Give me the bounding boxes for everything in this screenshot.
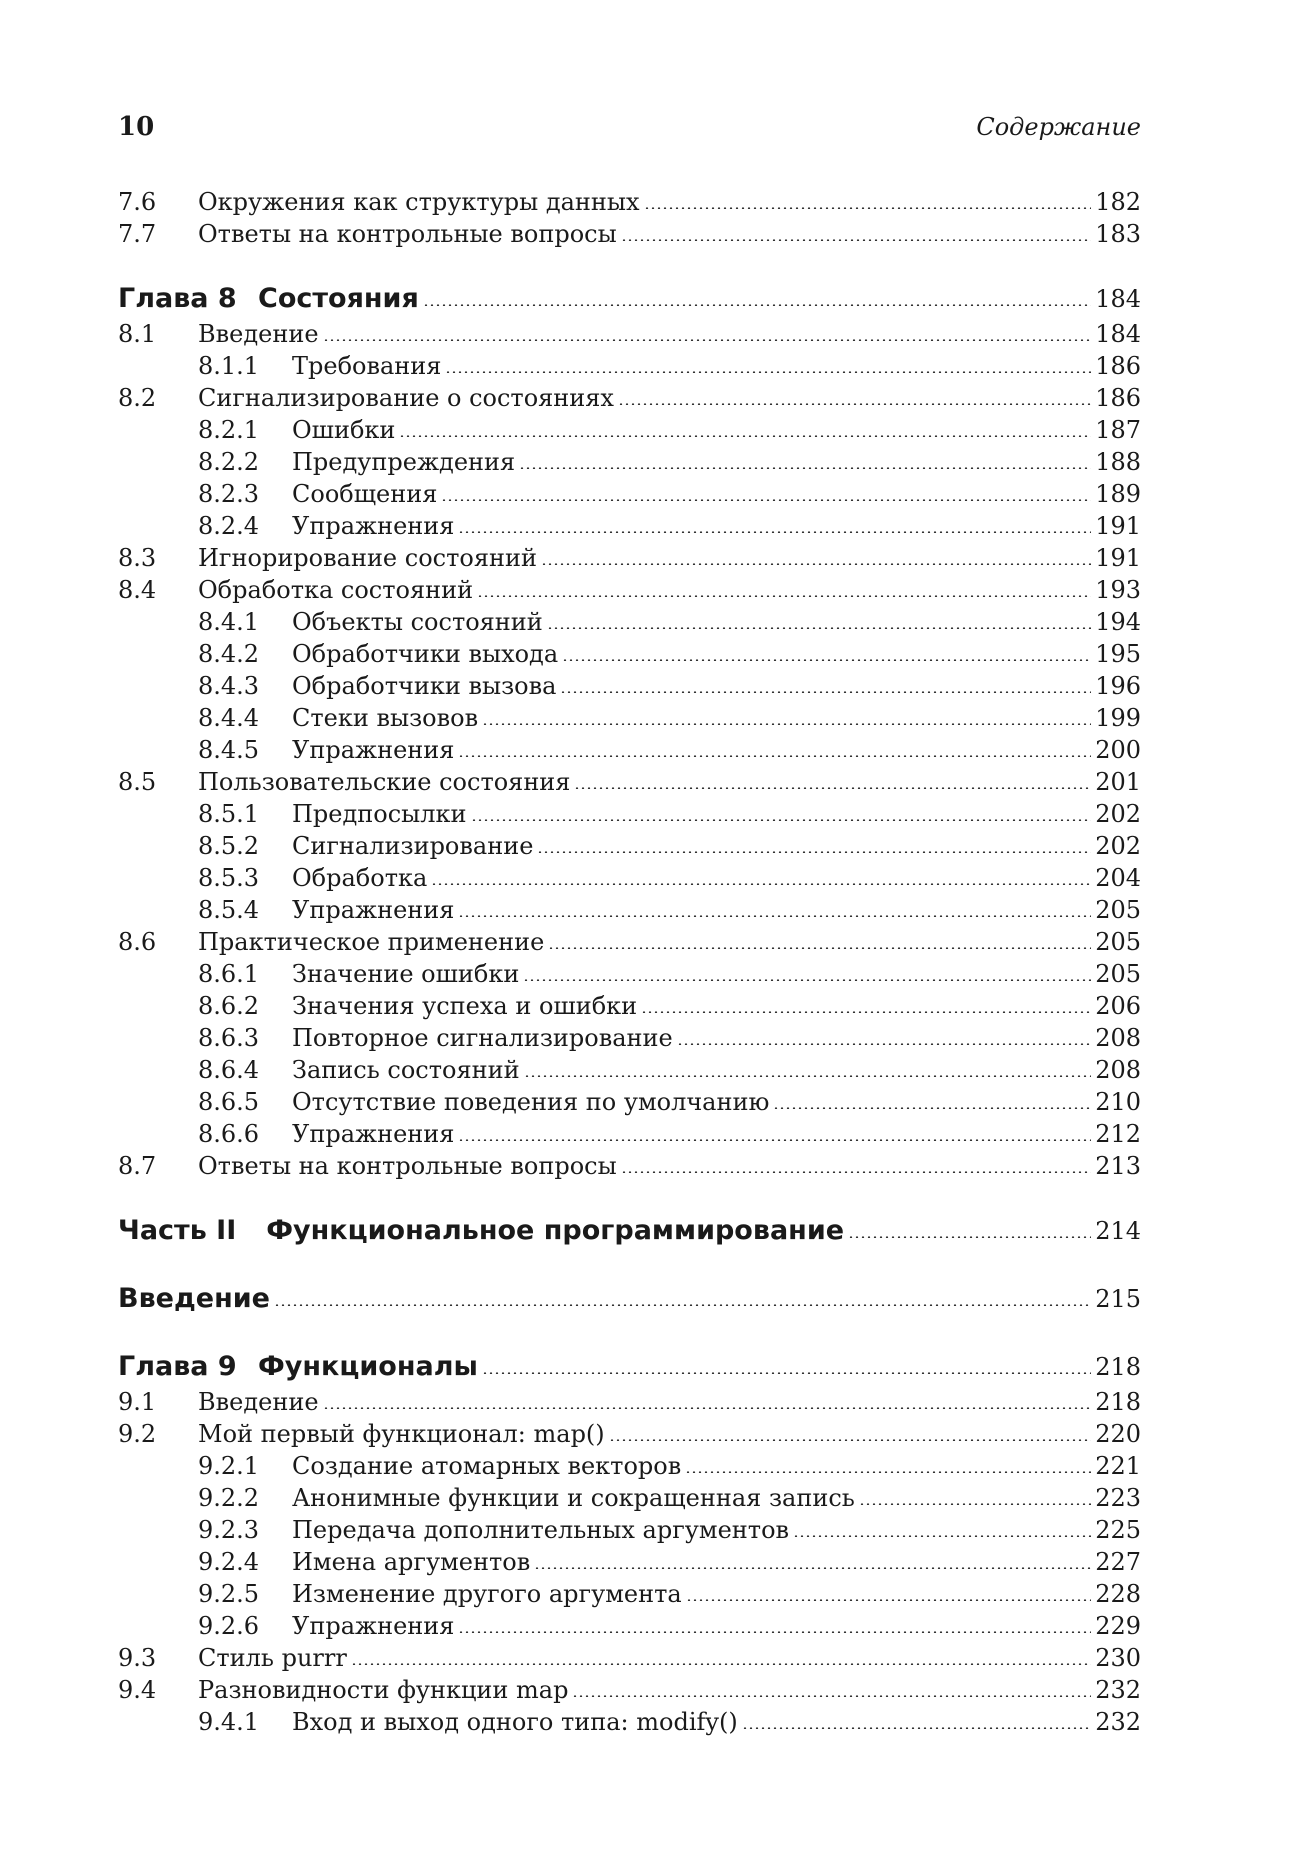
dot-leader <box>859 1503 1091 1505</box>
toc-entry[interactable] <box>118 218 1141 250</box>
toc-entry-number: 8.6.4 <box>198 1056 260 1084</box>
toc-entry-title: Обработчики вызова <box>292 672 557 700</box>
toc-entry-page: 184 <box>1095 285 1141 313</box>
toc-entry-title: Ответы на контрольные вопросы <box>198 220 617 248</box>
toc-entry-number: 8.5.1 <box>198 800 260 828</box>
toc-entry-page: 205 <box>1095 896 1141 924</box>
toc-entry-page: 205 <box>1095 960 1141 988</box>
dot-leader <box>471 819 1092 821</box>
toc-entry-number: 9.1 <box>118 1388 157 1416</box>
dot-leader <box>441 499 1091 501</box>
toc-entry[interactable] <box>118 1418 1141 1450</box>
toc-entry-page: 194 <box>1095 608 1141 636</box>
toc-entry-page: 230 <box>1095 1644 1141 1672</box>
dot-leader <box>274 1304 1091 1306</box>
toc-entry-number: 8.5.2 <box>198 832 260 860</box>
toc-entry[interactable] <box>118 606 1141 638</box>
toc-entry-number: 9.2 <box>118 1420 157 1448</box>
toc-entry-page: 232 <box>1095 1676 1141 1704</box>
toc-entry-title: Введение <box>118 1283 270 1314</box>
toc-entry[interactable] <box>118 1674 1141 1706</box>
toc-entry-page: 208 <box>1095 1024 1141 1052</box>
dot-leader <box>793 1535 1091 1537</box>
toc-entry[interactable] <box>118 186 1141 218</box>
toc-heading[interactable] <box>118 1280 1141 1318</box>
toc-entry[interactable] <box>118 382 1141 414</box>
toc-entry[interactable] <box>118 1086 1141 1118</box>
toc-entry[interactable] <box>118 1054 1141 1086</box>
toc-entry-page: 189 <box>1095 480 1141 508</box>
toc-entry-page: 199 <box>1095 704 1141 732</box>
toc-entry[interactable] <box>118 1706 1141 1738</box>
dot-leader <box>562 659 1091 661</box>
toc-entry-title: Упражнения <box>292 512 455 540</box>
toc-entry-title: Упражнения <box>292 896 455 924</box>
toc-entry-title: Отсутствие поведения по умолчанию <box>292 1088 770 1116</box>
toc-entry-number: 8.2.1 <box>198 416 260 444</box>
toc-entry-page: 220 <box>1095 1420 1141 1448</box>
toc-entry-title: Мой первый функционал: map() <box>198 1420 605 1448</box>
toc-heading[interactable] <box>118 1348 1141 1386</box>
toc-entry-number: 8.6.3 <box>198 1024 260 1052</box>
toc-entry-page: 193 <box>1095 576 1141 604</box>
toc-entry-title: Сообщения <box>292 480 438 508</box>
dot-leader <box>609 1439 1092 1441</box>
toc-entry-number: 8.4 <box>118 576 157 604</box>
toc-entry-title: Введение <box>198 320 319 348</box>
toc-entry[interactable] <box>118 1642 1141 1674</box>
dot-leader <box>574 787 1091 789</box>
toc-entry[interactable] <box>118 862 1141 894</box>
toc-entry-page: 212 <box>1095 1120 1141 1148</box>
toc-entry-number: 8.1.1 <box>198 352 260 380</box>
toc-entry-number: 8.4.5 <box>198 736 260 764</box>
toc-entry-page: 214 <box>1095 1217 1141 1245</box>
toc-entry-title: Состояния <box>258 283 419 314</box>
toc-entry[interactable] <box>118 990 1141 1022</box>
toc-entry[interactable] <box>118 350 1141 382</box>
toc-entry-number: 8.6.2 <box>198 992 260 1020</box>
toc-entry-title: Создание атомарных векторов <box>292 1452 682 1480</box>
toc-entry-title: Игнорирование состояний <box>198 544 537 572</box>
toc-entry[interactable] <box>118 1578 1141 1610</box>
toc-entry[interactable] <box>118 1118 1141 1150</box>
dot-leader <box>482 1372 1091 1374</box>
toc-entry-page: 204 <box>1095 864 1141 892</box>
toc-entry-title: Стиль purrr <box>198 1644 347 1672</box>
toc-entry-page: 184 <box>1095 320 1141 348</box>
toc-entry-number: 8.2.2 <box>198 448 260 476</box>
running-head <box>118 112 1141 142</box>
dot-leader <box>477 595 1091 597</box>
toc-entry[interactable] <box>118 734 1141 766</box>
dot-leader <box>445 371 1091 373</box>
dot-leader <box>351 1663 1091 1665</box>
toc-entry-title: Предупреждения <box>292 448 516 476</box>
toc-entry[interactable] <box>118 670 1141 702</box>
dot-leader <box>524 1075 1092 1077</box>
toc-entry-title: Сигнализирование о состояниях <box>198 384 614 412</box>
toc-entry-page: 218 <box>1095 1353 1141 1381</box>
toc-entry[interactable] <box>118 1482 1141 1514</box>
toc-entry-number: 9.2.2 <box>198 1484 260 1512</box>
dot-leader <box>458 915 1091 917</box>
toc-entry-number: 8.2.3 <box>198 480 260 508</box>
toc-entry-page: 206 <box>1095 992 1141 1020</box>
toc-entry[interactable] <box>118 958 1141 990</box>
toc-entry-title: Повторное сигнализирование <box>292 1024 673 1052</box>
dot-leader <box>560 691 1091 693</box>
dot-leader <box>848 1236 1091 1238</box>
toc-entry-number: 8.2.4 <box>198 512 260 540</box>
toc-entry[interactable] <box>118 1610 1141 1642</box>
toc-entry-title: Требования <box>292 352 442 380</box>
toc-entry-title: Передача дополнительных аргументов <box>292 1516 790 1544</box>
toc-entry-number: 8.7 <box>118 1152 157 1180</box>
toc-entry-page: 213 <box>1095 1152 1141 1180</box>
toc-entry[interactable] <box>118 1150 1141 1182</box>
toc-entry-page: 225 <box>1095 1516 1141 1544</box>
toc-entry-page: 205 <box>1095 928 1141 956</box>
toc-entry-title: Изменение другого аргумента <box>292 1580 682 1608</box>
toc-entry-title: Упражнения <box>292 736 455 764</box>
toc-entry-number: 9.2.1 <box>198 1452 260 1480</box>
toc-entry-title: Запись состояний <box>292 1056 520 1084</box>
toc-entry-page: 223 <box>1095 1484 1141 1512</box>
toc-entry-number: Часть II <box>118 1215 237 1246</box>
toc-entry[interactable] <box>118 446 1141 478</box>
toc-entry-title: Окружения как структуры данных <box>198 188 640 216</box>
toc-entry-page: 182 <box>1095 188 1141 216</box>
dot-leader <box>641 1011 1091 1013</box>
toc-entry-number: 8.5.3 <box>198 864 260 892</box>
toc-entry-page: 186 <box>1095 384 1141 412</box>
toc-entry-page: 218 <box>1095 1388 1141 1416</box>
toc-entry-title: Предпосылки <box>292 800 467 828</box>
toc-entry-number: 8.4.1 <box>198 608 260 636</box>
dot-leader <box>618 403 1091 405</box>
toc-entry-number: 9.3 <box>118 1644 157 1672</box>
toc-entry-title: Стеки вызовов <box>292 704 479 732</box>
toc-entry-number: 9.2.3 <box>198 1516 260 1544</box>
dot-leader <box>399 435 1091 437</box>
toc-entry[interactable] <box>118 318 1141 350</box>
toc-entry-title: Практическое применение <box>198 928 545 956</box>
toc-entry[interactable] <box>118 766 1141 798</box>
toc-entry-page: 208 <box>1095 1056 1141 1084</box>
dot-leader <box>742 1727 1092 1729</box>
dot-leader <box>644 207 1092 209</box>
toc-entry-title: Функционалы <box>258 1351 478 1382</box>
toc-entry-number: 9.2.4 <box>198 1548 260 1576</box>
toc-entry-page: 187 <box>1095 416 1141 444</box>
toc-entry-title: Имена аргументов <box>292 1548 531 1576</box>
toc-entry-title: Вход и выход одного типа: modify() <box>292 1708 738 1736</box>
toc-entry[interactable] <box>118 702 1141 734</box>
dot-leader <box>458 1631 1091 1633</box>
toc-entry-page: 221 <box>1095 1452 1141 1480</box>
dot-leader <box>548 947 1091 949</box>
toc-entry-title: Сигнализирование <box>292 832 534 860</box>
toc-entry-number: 8.5 <box>118 768 157 796</box>
dot-leader <box>621 1171 1091 1173</box>
dot-leader <box>431 883 1091 885</box>
table-of-contents <box>118 186 1141 1738</box>
toc-entry[interactable] <box>118 926 1141 958</box>
running-title: Содержание <box>976 113 1141 141</box>
toc-entry-title: Анонимные функции и сокращенная запись <box>292 1484 855 1512</box>
toc-entry-page: 201 <box>1095 768 1141 796</box>
dot-leader <box>519 467 1091 469</box>
toc-entry[interactable] <box>118 638 1141 670</box>
toc-entry-number: 8.2 <box>118 384 157 412</box>
toc-entry-page: 191 <box>1095 512 1141 540</box>
dot-leader <box>423 304 1091 306</box>
toc-entry-number: 8.6.1 <box>198 960 260 988</box>
dot-leader <box>773 1107 1091 1109</box>
toc-entry-number: 7.6 <box>118 188 157 216</box>
toc-entry[interactable] <box>118 894 1141 926</box>
toc-entry-page: 186 <box>1095 352 1141 380</box>
dot-leader <box>534 1567 1091 1569</box>
toc-entry-title: Функциональное программирование <box>266 1215 845 1246</box>
toc-entry-number: 9.4.1 <box>198 1708 260 1736</box>
toc-entry-title: Значение ошибки <box>292 960 520 988</box>
toc-entry[interactable] <box>118 1022 1141 1054</box>
toc-entry-page: 210 <box>1095 1088 1141 1116</box>
toc-entry-title: Ответы на контрольные вопросы <box>198 1152 617 1180</box>
dot-leader <box>572 1695 1091 1697</box>
toc-entry-title: Упражнения <box>292 1120 455 1148</box>
toc-entry-title: Пользовательские состояния <box>198 768 571 796</box>
toc-entry-number: 7.7 <box>118 220 157 248</box>
toc-entry-page: 191 <box>1095 544 1141 572</box>
toc-entry-number: Глава 8 <box>118 283 237 314</box>
toc-entry[interactable] <box>118 1546 1141 1578</box>
toc-entry[interactable] <box>118 414 1141 446</box>
toc-entry-page: 232 <box>1095 1708 1141 1736</box>
toc-entry-title: Введение <box>198 1388 319 1416</box>
dot-leader <box>323 339 1092 341</box>
dot-leader <box>547 627 1091 629</box>
toc-entry-title: Обработка <box>292 864 428 892</box>
toc-entry-page: 200 <box>1095 736 1141 764</box>
toc-entry-title: Значения успеха и ошибки <box>292 992 638 1020</box>
toc-entry-number: 8.6.6 <box>198 1120 260 1148</box>
toc-entry-number: 8.5.4 <box>198 896 260 924</box>
toc-entry-page: 227 <box>1095 1548 1141 1576</box>
dot-leader <box>686 1599 1092 1601</box>
dot-leader <box>677 1043 1091 1045</box>
toc-entry-title: Обработка состояний <box>198 576 474 604</box>
toc-heading[interactable] <box>118 1212 1141 1250</box>
dot-leader <box>458 531 1091 533</box>
dot-leader <box>458 755 1091 757</box>
toc-entry-page: 183 <box>1095 220 1141 248</box>
toc-entry[interactable] <box>118 510 1141 542</box>
toc-entry-page: 188 <box>1095 448 1141 476</box>
toc-entry-number: 8.4.4 <box>198 704 260 732</box>
toc-entry-title: Обработчики выхода <box>292 640 559 668</box>
toc-entry[interactable] <box>118 798 1141 830</box>
toc-entry-number: Глава 9 <box>118 1351 237 1382</box>
toc-entry-page: 215 <box>1095 1285 1141 1313</box>
dot-leader <box>482 723 1091 725</box>
toc-entry-number: 8.6.5 <box>198 1088 260 1116</box>
toc-entry-title: Упражнения <box>292 1612 455 1640</box>
toc-entry-page: 202 <box>1095 800 1141 828</box>
toc-heading[interactable] <box>118 280 1141 318</box>
dot-leader <box>541 563 1091 565</box>
toc-entry[interactable] <box>118 542 1141 574</box>
toc-entry[interactable] <box>118 574 1141 606</box>
toc-entry[interactable] <box>118 1386 1141 1418</box>
toc-entry[interactable] <box>118 1514 1141 1546</box>
toc-entry-title: Объекты состояний <box>292 608 543 636</box>
toc-entry[interactable] <box>118 830 1141 862</box>
dot-leader <box>323 1407 1092 1409</box>
toc-entry-number: 9.2.5 <box>198 1580 260 1608</box>
toc-entry-title: Ошибки <box>292 416 396 444</box>
dot-leader <box>621 239 1091 241</box>
toc-entry-number: 8.4.3 <box>198 672 260 700</box>
toc-entry-number: 8.1 <box>118 320 157 348</box>
toc-entry-number: 9.2.6 <box>198 1612 260 1640</box>
toc-entry-number: 8.4.2 <box>198 640 260 668</box>
toc-entry-page: 229 <box>1095 1612 1141 1640</box>
toc-entry-number: 8.6 <box>118 928 157 956</box>
toc-entry-number: 8.3 <box>118 544 157 572</box>
toc-entry-page: 202 <box>1095 832 1141 860</box>
dot-leader <box>523 979 1091 981</box>
toc-entry-page: 196 <box>1095 672 1141 700</box>
toc-entry-number: 9.4 <box>118 1676 157 1704</box>
dot-leader <box>537 851 1091 853</box>
dot-leader <box>685 1471 1091 1473</box>
toc-entry[interactable] <box>118 1450 1141 1482</box>
toc-entry-title: Разновидности функции map <box>198 1676 569 1704</box>
page-number: 10 <box>118 112 155 142</box>
toc-entry[interactable] <box>118 478 1141 510</box>
toc-entry-page: 195 <box>1095 640 1141 668</box>
toc-entry-page: 228 <box>1095 1580 1141 1608</box>
dot-leader <box>458 1139 1091 1141</box>
